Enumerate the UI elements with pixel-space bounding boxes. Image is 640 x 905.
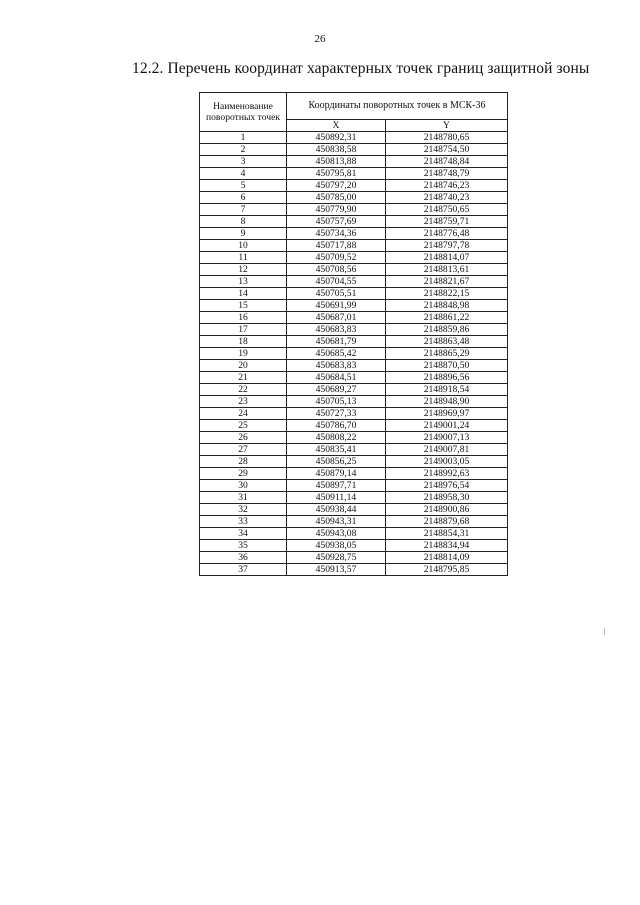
point-number-cell: 14 — [200, 288, 287, 300]
x-coordinate-cell: 450709,52 — [287, 252, 386, 264]
x-coordinate-cell: 450691,99 — [287, 300, 386, 312]
x-coordinate-cell: 450757,69 — [287, 216, 386, 228]
point-number-cell: 15 — [200, 300, 287, 312]
y-coordinate-cell: 2148969,97 — [386, 408, 508, 420]
table-row — [200, 252, 508, 264]
point-number-cell: 3 — [200, 156, 287, 168]
table-row — [200, 516, 508, 528]
table-row — [200, 264, 508, 276]
y-coordinate-cell: 2148746,23 — [386, 180, 508, 192]
y-coordinate-cell: 2148992,63 — [386, 468, 508, 480]
section-title: 12.2. Перечень координат характерных точек границ защитной зоны — [132, 60, 590, 77]
table-row — [200, 552, 508, 564]
x-coordinate-cell: 450681,79 — [287, 336, 386, 348]
y-coordinate-cell: 2148814,07 — [386, 252, 508, 264]
table-row — [200, 468, 508, 480]
y-coordinate-cell: 2148958,30 — [386, 492, 508, 504]
x-coordinate-cell: 450856,25 — [287, 456, 386, 468]
point-number-cell: 26 — [200, 432, 287, 444]
table-row — [200, 420, 508, 432]
table-row — [200, 372, 508, 384]
x-coordinate-cell: 450943,08 — [287, 528, 386, 540]
table-row — [200, 432, 508, 444]
point-number-cell: 2 — [200, 144, 287, 156]
point-number-cell: 16 — [200, 312, 287, 324]
x-coordinate-cell: 450684,51 — [287, 372, 386, 384]
point-number-cell: 9 — [200, 228, 287, 240]
x-coordinate-cell: 450897,71 — [287, 480, 386, 492]
header-coordinates-group: Координаты поворотных точек в МСК-36 — [287, 93, 508, 120]
point-number-cell: 22 — [200, 384, 287, 396]
x-coordinate-cell: 450938,05 — [287, 540, 386, 552]
x-coordinate-cell: 450808,22 — [287, 432, 386, 444]
x-coordinate-cell: 450913,57 — [287, 564, 386, 576]
point-number-cell: 4 — [200, 168, 287, 180]
y-coordinate-cell: 2148870,50 — [386, 360, 508, 372]
point-number-cell: 25 — [200, 420, 287, 432]
y-coordinate-cell: 2149001,24 — [386, 420, 508, 432]
point-number-cell: 36 — [200, 552, 287, 564]
point-number-cell: 6 — [200, 192, 287, 204]
table-row — [200, 504, 508, 516]
point-number-cell: 21 — [200, 372, 287, 384]
table-row — [200, 180, 508, 192]
x-coordinate-cell: 450838,58 — [287, 144, 386, 156]
x-coordinate-cell: 450705,13 — [287, 396, 386, 408]
y-coordinate-cell: 2148759,71 — [386, 216, 508, 228]
point-number-cell: 17 — [200, 324, 287, 336]
y-coordinate-cell: 2148740,23 — [386, 192, 508, 204]
point-number-cell: 28 — [200, 456, 287, 468]
y-coordinate-cell: 2149007,81 — [386, 444, 508, 456]
x-coordinate-cell: 450835,41 — [287, 444, 386, 456]
y-coordinate-cell: 2148754,50 — [386, 144, 508, 156]
x-coordinate-cell: 450683,83 — [287, 324, 386, 336]
table-row — [200, 132, 508, 144]
point-number-cell: 13 — [200, 276, 287, 288]
table-row — [200, 480, 508, 492]
x-coordinate-cell: 450785,00 — [287, 192, 386, 204]
header-y: Y — [386, 119, 508, 131]
table-row — [200, 312, 508, 324]
point-number-cell: 20 — [200, 360, 287, 372]
x-coordinate-cell: 450813,88 — [287, 156, 386, 168]
point-number-cell: 27 — [200, 444, 287, 456]
table-row — [200, 384, 508, 396]
y-coordinate-cell: 2148814,09 — [386, 552, 508, 564]
y-coordinate-cell: 2148861,22 — [386, 312, 508, 324]
x-coordinate-cell: 450943,31 — [287, 516, 386, 528]
table-row — [200, 492, 508, 504]
x-coordinate-cell: 450717,88 — [287, 240, 386, 252]
x-coordinate-cell: 450795,81 — [287, 168, 386, 180]
table-row — [200, 444, 508, 456]
point-number-cell: 35 — [200, 540, 287, 552]
x-coordinate-cell: 450705,51 — [287, 288, 386, 300]
scan-mark — [604, 628, 605, 635]
point-number-cell: 1 — [200, 132, 287, 144]
y-coordinate-cell: 2148854,31 — [386, 528, 508, 540]
table-row — [200, 168, 508, 180]
coordinates-table — [199, 92, 508, 576]
header-x: X — [287, 119, 386, 131]
y-coordinate-cell: 2148821,67 — [386, 276, 508, 288]
y-coordinate-cell: 2148848,98 — [386, 300, 508, 312]
point-number-cell: 23 — [200, 396, 287, 408]
y-coordinate-cell: 2149003,05 — [386, 456, 508, 468]
table-row — [200, 348, 508, 360]
x-coordinate-cell: 450683,83 — [287, 360, 386, 372]
table-row — [200, 336, 508, 348]
x-coordinate-cell: 450879,14 — [287, 468, 386, 480]
table-row — [200, 396, 508, 408]
point-number-cell: 10 — [200, 240, 287, 252]
x-coordinate-cell: 450779,90 — [287, 204, 386, 216]
y-coordinate-cell: 2148859,86 — [386, 324, 508, 336]
y-coordinate-cell: 2148748,79 — [386, 168, 508, 180]
coordinates-table-body — [200, 132, 508, 576]
point-number-cell: 32 — [200, 504, 287, 516]
y-coordinate-cell: 2148865,29 — [386, 348, 508, 360]
x-coordinate-cell: 450708,56 — [287, 264, 386, 276]
point-number-cell: 30 — [200, 480, 287, 492]
table-row — [200, 564, 508, 576]
y-coordinate-cell: 2148776,48 — [386, 228, 508, 240]
y-coordinate-cell: 2148918,54 — [386, 384, 508, 396]
point-number-cell: 11 — [200, 252, 287, 264]
y-coordinate-cell: 2148780,65 — [386, 132, 508, 144]
x-coordinate-cell: 450727,33 — [287, 408, 386, 420]
table-row — [200, 528, 508, 540]
table-row — [200, 408, 508, 420]
table-row — [200, 156, 508, 168]
y-coordinate-cell: 2148795,85 — [386, 564, 508, 576]
x-coordinate-cell: 450687,01 — [287, 312, 386, 324]
y-coordinate-cell: 2148813,61 — [386, 264, 508, 276]
x-coordinate-cell: 450928,75 — [287, 552, 386, 564]
x-coordinate-cell: 450786,70 — [287, 420, 386, 432]
table-row — [200, 540, 508, 552]
y-coordinate-cell: 2148900,86 — [386, 504, 508, 516]
point-number-cell: 37 — [200, 564, 287, 576]
x-coordinate-cell: 450689,27 — [287, 384, 386, 396]
point-number-cell: 34 — [200, 528, 287, 540]
x-coordinate-cell: 450734,36 — [287, 228, 386, 240]
x-coordinate-cell: 450797,20 — [287, 180, 386, 192]
table-row — [200, 360, 508, 372]
point-number-cell: 7 — [200, 204, 287, 216]
point-number-cell: 19 — [200, 348, 287, 360]
y-coordinate-cell: 2148976,54 — [386, 480, 508, 492]
y-coordinate-cell: 2148896,56 — [386, 372, 508, 384]
table-row — [200, 192, 508, 204]
point-number-cell: 24 — [200, 408, 287, 420]
point-number-cell: 8 — [200, 216, 287, 228]
point-number-cell: 29 — [200, 468, 287, 480]
y-coordinate-cell: 2148797,78 — [386, 240, 508, 252]
x-coordinate-cell: 450938,44 — [287, 504, 386, 516]
point-number-cell: 5 — [200, 180, 287, 192]
x-coordinate-cell: 450892,31 — [287, 132, 386, 144]
y-coordinate-cell: 2148822,15 — [386, 288, 508, 300]
point-number-cell: 18 — [200, 336, 287, 348]
table-row — [200, 228, 508, 240]
y-coordinate-cell: 2148948,90 — [386, 396, 508, 408]
point-number-cell: 31 — [200, 492, 287, 504]
point-number-cell: 33 — [200, 516, 287, 528]
y-coordinate-cell: 2148879,68 — [386, 516, 508, 528]
table-row — [200, 456, 508, 468]
x-coordinate-cell: 450685,42 — [287, 348, 386, 360]
table-row — [200, 204, 508, 216]
x-coordinate-cell: 450704,55 — [287, 276, 386, 288]
table-row — [200, 300, 508, 312]
y-coordinate-cell: 2148834,94 — [386, 540, 508, 552]
table-row — [200, 288, 508, 300]
table-row — [200, 276, 508, 288]
table-row — [200, 144, 508, 156]
y-coordinate-cell: 2148863,48 — [386, 336, 508, 348]
page-number: 26 — [314, 33, 326, 45]
header-point-name: Наименование поворотных точек — [200, 93, 287, 132]
table-row — [200, 216, 508, 228]
table-row — [200, 324, 508, 336]
point-number-cell: 12 — [200, 264, 287, 276]
y-coordinate-cell: 2148750,65 — [386, 204, 508, 216]
y-coordinate-cell: 2148748,84 — [386, 156, 508, 168]
x-coordinate-cell: 450911,14 — [287, 492, 386, 504]
table-row — [200, 240, 508, 252]
y-coordinate-cell: 2149007,13 — [386, 432, 508, 444]
